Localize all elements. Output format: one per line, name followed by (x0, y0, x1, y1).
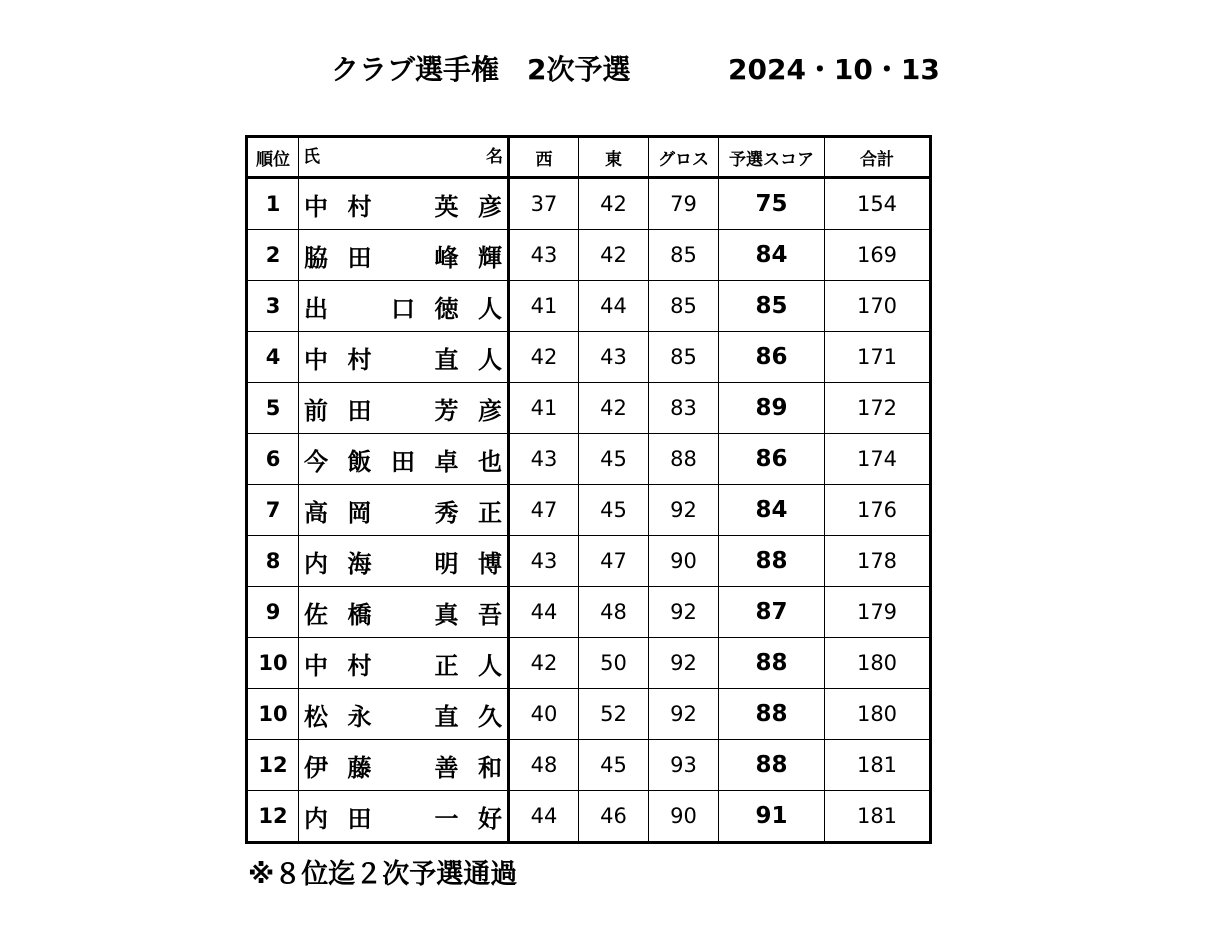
east-score-cell: 42 (579, 383, 649, 434)
player-name-char: 真 (434, 600, 459, 629)
total-score-cell: 181 (825, 740, 931, 791)
player-name-char: 秀 (434, 498, 459, 527)
total-score-cell: 172 (825, 383, 931, 434)
gross-score-cell: 93 (649, 740, 719, 791)
table-row (247, 178, 931, 230)
player-name-char: 飯 (347, 447, 372, 476)
qualifying-score-cell: 84 (719, 230, 825, 281)
gross-score-cell: 85 (649, 230, 719, 281)
east-score-cell: 45 (579, 740, 649, 791)
player-name-cell (299, 791, 509, 843)
player-name-char: 出 (304, 294, 328, 323)
player-name-char: 人 (478, 345, 502, 374)
player-name-char: 佐 (304, 600, 328, 629)
east-score-cell: 42 (579, 178, 649, 230)
player-name-cell (299, 281, 509, 332)
west-score-cell: 37 (509, 178, 579, 230)
player-name-char: 藤 (347, 753, 372, 782)
player-name-char: 田 (391, 447, 415, 476)
qualifying-score-cell: 88 (719, 740, 825, 791)
rank-cell: 10 (247, 689, 299, 740)
gross-score-cell: 85 (649, 281, 719, 332)
player-name-char: 正 (478, 498, 502, 527)
east-score-cell: 47 (579, 536, 649, 587)
player-name-char: 善 (434, 753, 459, 782)
rank-cell: 6 (247, 434, 299, 485)
east-score-cell: 42 (579, 230, 649, 281)
table-row (247, 536, 931, 587)
player-name-char: 田 (347, 243, 372, 272)
player-name-char: 人 (478, 651, 502, 680)
west-score-cell: 44 (509, 791, 579, 843)
player-name-char: 吾 (478, 600, 502, 629)
qualifying-score-cell: 75 (719, 178, 825, 230)
header-name (299, 137, 509, 178)
west-score-cell: 40 (509, 689, 579, 740)
west-score-cell: 43 (509, 536, 579, 587)
qualification-note: ※８位迄２次予選通過 (248, 859, 518, 890)
west-score-cell: 48 (509, 740, 579, 791)
player-name-char: 直 (434, 702, 459, 731)
results-body (247, 178, 931, 843)
header-east: 東 (579, 137, 649, 178)
player-name-char: 内 (304, 549, 328, 578)
player-name-char: 輝 (478, 243, 502, 272)
player-name-char: 彦 (478, 192, 502, 221)
gross-score-cell: 92 (649, 638, 719, 689)
table-header-row (247, 137, 931, 178)
gross-score-cell: 92 (649, 689, 719, 740)
player-name-cell (299, 332, 509, 383)
player-name-char: 伊 (304, 753, 328, 782)
player-name-cell (299, 740, 509, 791)
west-score-cell: 42 (509, 638, 579, 689)
east-score-cell: 48 (579, 587, 649, 638)
total-score-cell: 174 (825, 434, 931, 485)
player-name-char: 中 (304, 345, 328, 374)
rank-cell: 2 (247, 230, 299, 281)
gross-score-cell: 85 (649, 332, 719, 383)
gross-score-cell: 88 (649, 434, 719, 485)
table-row (247, 434, 931, 485)
table-row (247, 791, 931, 843)
gross-score-cell: 83 (649, 383, 719, 434)
total-score-cell: 170 (825, 281, 931, 332)
player-name-char: 中 (304, 651, 328, 680)
player-name (303, 391, 503, 426)
player-name-char: 英 (434, 192, 459, 221)
player-name (303, 289, 503, 324)
total-score-cell: 180 (825, 689, 931, 740)
results-table (245, 135, 932, 844)
table-row (247, 230, 931, 281)
total-score-cell: 154 (825, 178, 931, 230)
table-row (247, 485, 931, 536)
player-name-char: 内 (304, 804, 328, 833)
player-name (303, 595, 503, 630)
player-name-cell (299, 434, 509, 485)
player-name-char: 直 (434, 345, 459, 374)
player-name (303, 799, 503, 834)
east-score-cell: 44 (579, 281, 649, 332)
player-name-char: 田 (347, 396, 372, 425)
west-score-cell: 41 (509, 383, 579, 434)
player-name (303, 748, 503, 783)
player-name-char: 高 (304, 498, 328, 527)
player-name-cell (299, 536, 509, 587)
total-score-cell: 179 (825, 587, 931, 638)
table-row (247, 332, 931, 383)
qualifying-score-cell: 91 (719, 791, 825, 843)
east-score-cell: 45 (579, 434, 649, 485)
total-score-cell: 176 (825, 485, 931, 536)
player-name-char: 脇 (304, 243, 328, 272)
rank-cell: 1 (247, 178, 299, 230)
player-name-char: 口 (391, 294, 415, 323)
qualifying-score-cell: 86 (719, 332, 825, 383)
header-rank: 順位 (247, 137, 299, 178)
east-score-cell: 52 (579, 689, 649, 740)
player-name-char: 村 (347, 345, 372, 374)
player-name-char: 好 (478, 804, 502, 833)
player-name-char: 今 (304, 447, 328, 476)
west-score-cell: 41 (509, 281, 579, 332)
total-score-cell: 171 (825, 332, 931, 383)
player-name-char: 松 (304, 702, 328, 731)
player-name-char: 峰 (434, 243, 459, 272)
player-name (303, 238, 503, 273)
west-score-cell: 43 (509, 434, 579, 485)
player-name-char: 村 (347, 651, 372, 680)
rank-cell: 8 (247, 536, 299, 587)
player-name-char: 彦 (478, 396, 502, 425)
table-row (247, 689, 931, 740)
rank-cell: 5 (247, 383, 299, 434)
header-qualifying-score: 予選スコア (719, 137, 825, 178)
table-row (247, 740, 931, 791)
west-score-cell: 47 (509, 485, 579, 536)
player-name-char: 正 (434, 651, 459, 680)
qualifying-score-cell: 88 (719, 638, 825, 689)
total-score-cell: 181 (825, 791, 931, 843)
qualifying-score-cell: 87 (719, 587, 825, 638)
player-name-char: 田 (347, 804, 372, 833)
player-name-cell (299, 638, 509, 689)
player-name-char: 海 (347, 549, 372, 578)
player-name-char: 徳 (434, 294, 459, 323)
east-score-cell: 45 (579, 485, 649, 536)
player-name-char: 村 (347, 192, 372, 221)
west-score-cell: 42 (509, 332, 579, 383)
qualifying-score-cell: 89 (719, 383, 825, 434)
rank-cell: 7 (247, 485, 299, 536)
rank-cell: 3 (247, 281, 299, 332)
player-name (303, 646, 503, 681)
rank-cell: 9 (247, 587, 299, 638)
player-name-char: 橋 (347, 600, 372, 629)
player-name-cell (299, 587, 509, 638)
gross-score-cell: 79 (649, 178, 719, 230)
document-title: クラブ選手権 2次予選 (331, 53, 631, 86)
document-header (0, 50, 1206, 90)
player-name-char: 人 (478, 294, 502, 323)
gross-score-cell: 92 (649, 485, 719, 536)
player-name-char: 久 (478, 702, 502, 731)
east-score-cell: 43 (579, 332, 649, 383)
table-row (247, 383, 931, 434)
player-name-char: 也 (478, 447, 502, 476)
player-name-cell (299, 178, 509, 230)
header-west: 西 (509, 137, 579, 178)
player-name (303, 442, 503, 477)
gross-score-cell: 92 (649, 587, 719, 638)
table-row (247, 281, 931, 332)
west-score-cell: 43 (509, 230, 579, 281)
player-name (303, 697, 503, 732)
player-name (303, 187, 503, 222)
qualifying-score-cell: 88 (719, 536, 825, 587)
player-name-char: 中 (304, 192, 328, 221)
rank-cell: 10 (247, 638, 299, 689)
player-name-cell (299, 689, 509, 740)
qualifying-score-cell: 85 (719, 281, 825, 332)
player-name-char: 永 (347, 702, 372, 731)
header-gross: グロス (649, 137, 719, 178)
rank-cell: 4 (247, 332, 299, 383)
player-name-cell (299, 383, 509, 434)
player-name-char: 明 (434, 549, 459, 578)
qualifying-score-cell: 86 (719, 434, 825, 485)
qualifying-score-cell: 88 (719, 689, 825, 740)
total-score-cell: 178 (825, 536, 931, 587)
player-name-char: 芳 (434, 396, 459, 425)
total-score-cell: 169 (825, 230, 931, 281)
player-name-char: 一 (434, 804, 459, 833)
gross-score-cell: 90 (649, 791, 719, 843)
player-name-cell (299, 485, 509, 536)
header-name-family: 氏 (303, 147, 320, 167)
player-name-char: 博 (478, 549, 502, 578)
player-name (303, 493, 503, 528)
west-score-cell: 44 (509, 587, 579, 638)
qualifying-score-cell: 84 (719, 485, 825, 536)
player-name-char: 和 (478, 753, 502, 782)
player-name (303, 544, 503, 579)
east-score-cell: 50 (579, 638, 649, 689)
player-name-char: 前 (304, 396, 328, 425)
header-total: 合計 (825, 137, 931, 178)
gross-score-cell: 90 (649, 536, 719, 587)
east-score-cell: 46 (579, 791, 649, 843)
player-name-char: 岡 (347, 498, 372, 527)
header-name-given: 名 (486, 147, 503, 167)
table-row (247, 587, 931, 638)
rank-cell: 12 (247, 740, 299, 791)
total-score-cell: 180 (825, 638, 931, 689)
player-name-cell (299, 230, 509, 281)
rank-cell: 12 (247, 791, 299, 843)
document-date: 2024・10・13 (728, 53, 940, 86)
table-row (247, 638, 931, 689)
player-name-char: 卓 (434, 447, 459, 476)
player-name (303, 340, 503, 375)
